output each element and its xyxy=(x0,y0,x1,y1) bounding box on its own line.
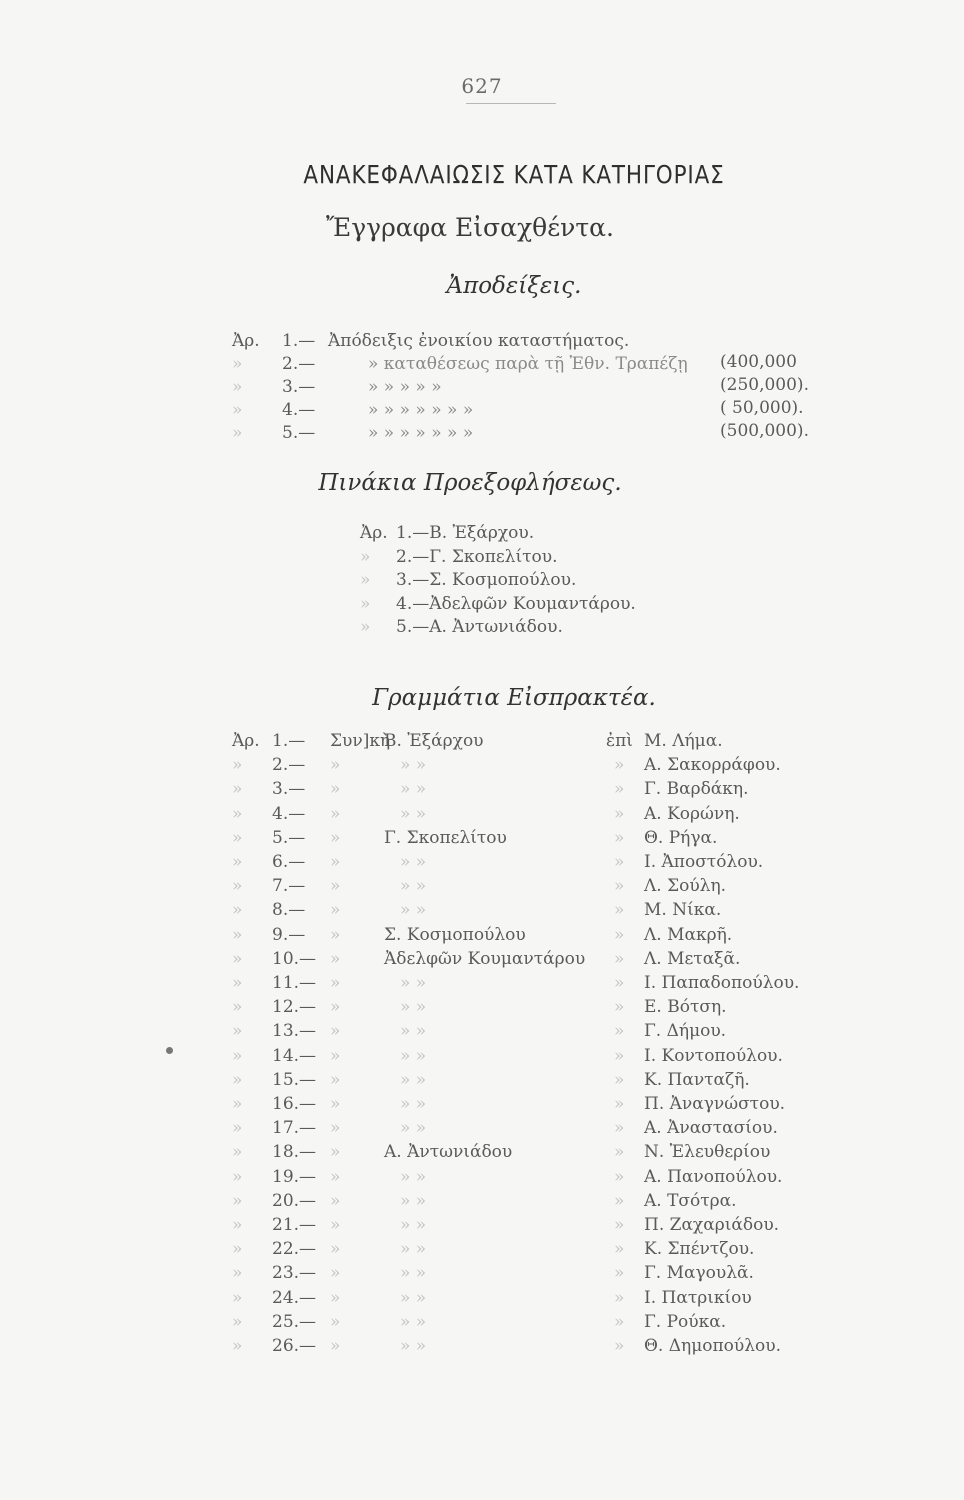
bill-debtor: Ι. Κοντοπούλου. xyxy=(644,1045,783,1066)
bill-debtor: Α. Πανοπούλου. xyxy=(644,1166,783,1187)
bill-col2: » xyxy=(330,924,341,945)
bill-debtor: Λ. Μακρῆ. xyxy=(644,924,733,945)
discount-heading: Πινάκια Προεξοφλήσεως. xyxy=(318,470,622,496)
bill-number: 5.— xyxy=(272,827,306,848)
page-number: 627 xyxy=(461,74,503,98)
bill-number: 1.— xyxy=(272,731,306,751)
bill-col2: » xyxy=(330,803,341,824)
bill-debtor: Λ. Σούλη. xyxy=(644,876,727,897)
bill-number: 7.— xyxy=(272,876,306,897)
bill-number: 13.— xyxy=(272,1021,317,1042)
receipt-prefix: » xyxy=(232,423,243,443)
bill-number: 4.— xyxy=(272,803,306,824)
bill-issuer: » » xyxy=(400,1190,427,1211)
bill-col4: » xyxy=(614,1118,625,1139)
bill-number: 22.— xyxy=(272,1239,317,1260)
bill-col2: » xyxy=(330,1094,341,1114)
bill-debtor: Γ. Βαρδάκη. xyxy=(644,779,749,800)
bill-issuer: » » xyxy=(400,1021,427,1042)
bill-issuer: » » xyxy=(400,876,427,897)
bill-col4: » xyxy=(614,755,625,776)
receipt-text: » » » » » » » xyxy=(368,423,474,443)
bill-debtor: Γ. Δήμου. xyxy=(644,1021,727,1042)
bill-prefix: » xyxy=(232,1311,243,1332)
bill-col2: » xyxy=(330,1021,341,1042)
bill-issuer: » » xyxy=(400,1045,427,1066)
receipt-prefix: » xyxy=(232,400,243,420)
bill-col2: » xyxy=(330,1239,341,1260)
bill-debtor: Ι. Παπαδοπούλου. xyxy=(644,973,800,993)
bill-prefix: » xyxy=(232,1142,243,1163)
bill-debtor: Θ. Δημοπούλου. xyxy=(644,1336,781,1356)
bill-col4: » xyxy=(614,1287,625,1308)
bill-number: 8.— xyxy=(272,900,306,921)
bill-number: 25.— xyxy=(272,1311,317,1332)
receipt-amount: (500,000). xyxy=(720,421,809,441)
bill-debtor: Γ. Μαγουλᾶ. xyxy=(644,1263,754,1284)
bill-debtor: Α. Κορώνη. xyxy=(644,803,740,824)
bill-prefix: » xyxy=(232,1045,243,1066)
bill-number: 16.— xyxy=(272,1094,317,1114)
bill-debtor: Κ. Σπέντζου. xyxy=(644,1239,755,1260)
bill-prefix: » xyxy=(232,997,243,1018)
receipt-prefix: Ἀρ. xyxy=(232,331,260,351)
discount-prefix: » xyxy=(360,593,371,614)
bill-prefix: » xyxy=(232,779,243,800)
bill-col4: » xyxy=(614,1094,625,1114)
bill-number: 15.— xyxy=(272,1069,317,1090)
bill-col2: » xyxy=(330,1263,341,1284)
bill-col4: » xyxy=(614,827,625,848)
receipt-text: » » » » » » » xyxy=(368,400,474,420)
bill-number: 20.— xyxy=(272,1190,317,1211)
bill-number: 6.— xyxy=(272,852,306,872)
bill-number: 2.— xyxy=(272,755,306,776)
discount-prefix: Ἀρ. xyxy=(360,523,388,543)
receipt-number: 1.— xyxy=(282,331,316,351)
bill-debtor: Κ. Πανταζῆ. xyxy=(644,1069,750,1090)
bill-col4: » xyxy=(614,1239,625,1260)
bill-prefix: » xyxy=(232,803,243,824)
bills-heading: Γραμμάτια Εἰσπρακτέα. xyxy=(372,685,656,711)
bill-col4: » xyxy=(614,852,625,872)
bill-issuer: Ἀδελφῶν Κουμαντάρου xyxy=(384,948,586,969)
bill-issuer: » » xyxy=(400,1287,427,1308)
bill-prefix: » xyxy=(232,948,243,969)
discount-prefix: » xyxy=(360,546,371,567)
bill-debtor: Α. Τσότρα. xyxy=(644,1190,737,1211)
bill-col4: » xyxy=(614,948,625,969)
bill-issuer: Α. Ἀντωνιάδου xyxy=(384,1142,513,1163)
receipt-amount: (400,000 xyxy=(720,352,797,372)
bill-number: 3.— xyxy=(272,779,306,800)
bill-number: 10.— xyxy=(272,948,317,969)
bill-number: 23.— xyxy=(272,1263,317,1284)
bill-prefix: » xyxy=(232,1118,243,1139)
bill-issuer: » » xyxy=(400,1311,427,1332)
bill-prefix: Ἀρ. xyxy=(232,731,260,751)
receipt-number: 5.— xyxy=(282,423,316,443)
bill-number: 17.— xyxy=(272,1118,317,1139)
bill-debtor: Π. Ζαχαριάδου. xyxy=(644,1215,780,1235)
discount-entry: 1.—Β. Ἐξάρχου. xyxy=(396,523,535,543)
bill-issuer: Γ. Σκοπελίτου xyxy=(384,827,507,848)
bill-col2: » xyxy=(330,779,341,800)
bill-debtor: Μ. Νίκα. xyxy=(644,900,722,921)
bill-col2: » xyxy=(330,1118,341,1139)
bill-debtor: Λ. Μεταξᾶ. xyxy=(644,948,741,969)
bill-prefix: » xyxy=(232,852,243,872)
bill-col2: » xyxy=(330,1287,341,1308)
bill-debtor: Γ. Ρούκα. xyxy=(644,1311,727,1332)
bill-col4: » xyxy=(614,997,625,1018)
bill-col4: » xyxy=(614,1021,625,1042)
header-rule xyxy=(466,103,556,104)
bill-prefix: » xyxy=(232,755,243,776)
bill-issuer: » » xyxy=(400,997,427,1018)
bill-col2: » xyxy=(330,1069,341,1090)
discount-entry: 5.—Α. Ἀντωνιάδου. xyxy=(396,617,563,637)
receipt-text: Ἀπόδειξις ἐνοικίου καταστήματος. xyxy=(328,331,630,351)
receipt-amount: ( 50,000). xyxy=(720,398,804,418)
discount-entry: 3.—Σ. Κοσμοπούλου. xyxy=(396,570,577,590)
bill-col4: » xyxy=(614,1190,625,1211)
bill-col2: » xyxy=(330,876,341,897)
bill-col4: » xyxy=(614,803,625,824)
bill-col2: » xyxy=(330,900,341,921)
bill-col4: » xyxy=(614,1166,625,1187)
bill-number: 12.— xyxy=(272,997,317,1018)
bill-col4: » xyxy=(614,1336,625,1356)
receipt-text: » καταθέσεως παρὰ τῇ Ἐθν. Τραπέζῃ xyxy=(368,354,688,374)
receipt-prefix: » xyxy=(232,377,243,397)
receipt-amount: (250,000). xyxy=(720,375,809,395)
bill-col2: » xyxy=(330,997,341,1018)
bill-col4: » xyxy=(614,973,625,993)
bill-number: 9.— xyxy=(272,924,306,945)
ink-spot xyxy=(166,1047,173,1054)
discount-prefix: » xyxy=(360,570,371,590)
bill-issuer: » » xyxy=(400,1263,427,1284)
bill-issuer: » » xyxy=(400,779,427,800)
bill-col2: » xyxy=(330,827,341,848)
bill-col2: » xyxy=(330,1311,341,1332)
bill-col2: Συν]κὴ xyxy=(330,731,391,751)
bill-issuer: » » xyxy=(400,852,427,872)
bill-number: 24.— xyxy=(272,1287,317,1308)
bill-number: 21.— xyxy=(272,1215,317,1235)
bill-prefix: » xyxy=(232,973,243,993)
bill-debtor: Μ. Λήμα. xyxy=(644,731,723,751)
bill-col4: » xyxy=(614,1215,625,1235)
page-subtitle: Ἔγγραφα Εἰσαχθέντα. xyxy=(325,213,614,242)
bill-issuer: » » xyxy=(400,900,427,921)
bill-number: 11.— xyxy=(272,973,317,993)
bill-number: 26.— xyxy=(272,1336,317,1356)
bill-col2: » xyxy=(330,755,341,776)
bill-col2: » xyxy=(330,1045,341,1066)
bill-prefix: » xyxy=(232,827,243,848)
receipts-heading: Ἀποδείξεις. xyxy=(446,273,582,299)
bill-issuer: » » xyxy=(400,803,427,824)
bill-debtor: Ι. Ἀποστόλου. xyxy=(644,852,764,872)
bill-issuer: » » xyxy=(400,1166,427,1187)
receipt-prefix: » xyxy=(232,354,243,374)
bill-number: 14.— xyxy=(272,1045,317,1066)
bill-debtor: Ι. Πατρικίου xyxy=(644,1287,752,1308)
bill-col4: » xyxy=(614,1263,625,1284)
bill-issuer: » » xyxy=(400,1215,427,1235)
bill-prefix: » xyxy=(232,1239,243,1260)
discount-entry: 2.—Γ. Σκοπελίτου. xyxy=(396,546,558,567)
bill-issuer: » » xyxy=(400,1094,427,1114)
bill-col4: » xyxy=(614,1142,625,1163)
bill-col2: » xyxy=(330,973,341,993)
bill-col4: » xyxy=(614,900,625,921)
bill-col4: » xyxy=(614,876,625,897)
receipt-number: 4.— xyxy=(282,400,316,420)
discount-prefix: » xyxy=(360,617,371,637)
bill-prefix: » xyxy=(232,876,243,897)
bill-debtor: Α. Ἀναστασίου. xyxy=(644,1118,778,1139)
bill-col4: ἐπὶ xyxy=(606,731,633,751)
bill-issuer: » » xyxy=(400,1336,427,1356)
bill-prefix: » xyxy=(232,1336,243,1356)
bill-col2: » xyxy=(330,1215,341,1235)
bill-col4: » xyxy=(614,779,625,800)
bill-col2: » xyxy=(330,1336,341,1356)
receipt-number: 2.— xyxy=(282,354,316,374)
bill-col2: » xyxy=(330,948,341,969)
bill-debtor: Π. Ἀναγνώστου. xyxy=(644,1094,786,1114)
bill-debtor: Θ. Ρήγα. xyxy=(644,827,718,848)
bill-issuer: » » xyxy=(400,1069,427,1090)
bill-issuer: Σ. Κοσμοπούλου xyxy=(384,924,526,945)
discount-entry: 4.—Ἀδελφῶν Κουμαντάρου. xyxy=(396,593,636,614)
bill-col4: » xyxy=(614,1069,625,1090)
bill-prefix: » xyxy=(232,1287,243,1308)
bill-debtor: Ν. Ἐλευθερίου xyxy=(644,1142,771,1163)
bill-number: 18.— xyxy=(272,1142,317,1163)
bill-prefix: » xyxy=(232,1069,243,1090)
bill-col4: » xyxy=(614,1311,625,1332)
bill-prefix: » xyxy=(232,1215,243,1235)
bill-prefix: » xyxy=(232,1190,243,1211)
bill-prefix: » xyxy=(232,924,243,945)
receipt-number: 3.— xyxy=(282,377,316,397)
bill-prefix: » xyxy=(232,1094,243,1114)
bill-debtor: Ε. Βότση. xyxy=(644,997,727,1018)
bill-col2: » xyxy=(330,1142,341,1163)
bill-issuer: » » xyxy=(400,1239,427,1260)
bill-issuer: Β. Ἐξάρχου xyxy=(384,731,484,751)
bill-prefix: » xyxy=(232,1166,243,1187)
bill-issuer: » » xyxy=(400,973,427,993)
bill-prefix: » xyxy=(232,900,243,921)
receipt-text: » » » » » xyxy=(368,377,442,397)
bill-col4: » xyxy=(614,1045,625,1066)
bill-col2: » xyxy=(330,852,341,872)
bill-prefix: » xyxy=(232,1021,243,1042)
bill-issuer: » » xyxy=(400,755,427,776)
bill-prefix: » xyxy=(232,1263,243,1284)
bill-debtor: Α. Σακορράφου. xyxy=(644,755,781,776)
page-title: ΑΝΑΚΕΦΑΛΑΙΩΣΙΣ ΚΑΤΑ ΚΑΤΗΓΟΡΙΑΣ xyxy=(303,160,725,189)
bill-col2: » xyxy=(330,1166,341,1187)
bill-issuer: » » xyxy=(400,1118,427,1139)
bill-number: 19.— xyxy=(272,1166,317,1187)
bill-col2: » xyxy=(330,1190,341,1211)
bill-col4: » xyxy=(614,924,625,945)
